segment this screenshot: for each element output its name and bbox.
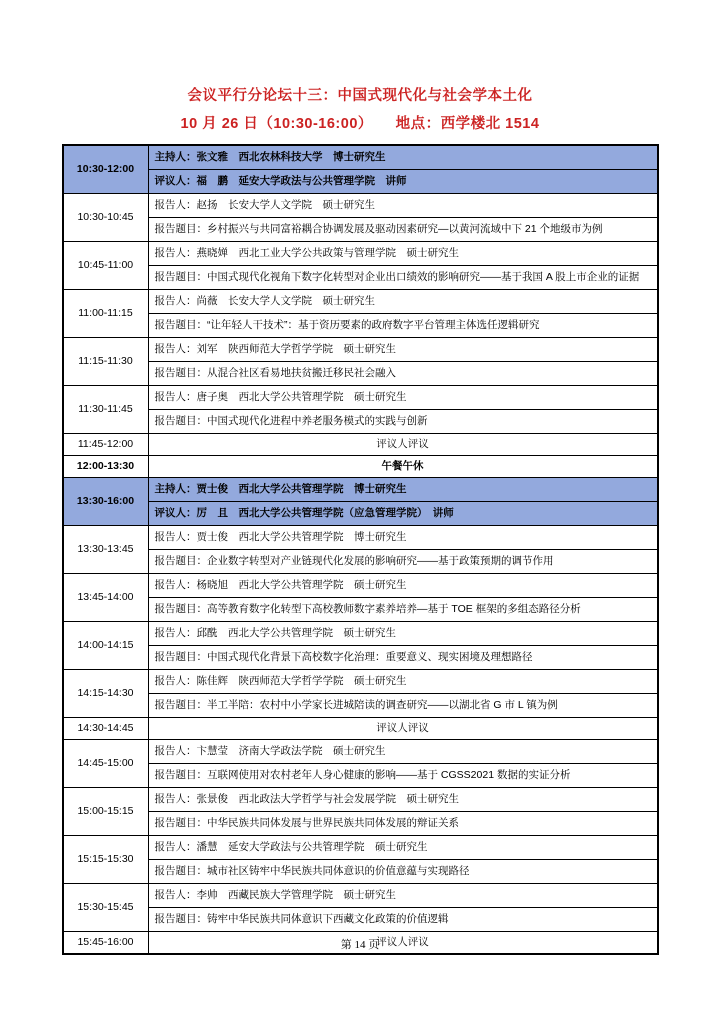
talk-speaker-line: 报告人：杨晓旭 西北大学公共管理学院 硕士研究生 — [148, 574, 658, 598]
talk-row — [63, 860, 658, 884]
talk-row — [63, 884, 658, 908]
talk-time-cell: 11:15-11:30 — [63, 338, 149, 386]
talk-speaker-line: 报告人：邱酰 西北大学公共管理学院 硕士研究生 — [148, 622, 658, 646]
session-reviewer-line: 评议人：福 鹏 延安大学政法与公共管理学院 讲师 — [148, 170, 658, 194]
talk-speaker-line: 报告人：燕晓婵 西北工业大学公共政策与管理学院 硕士研究生 — [148, 242, 658, 266]
talk-row — [63, 242, 658, 266]
page-subtitle: 10 月 26 日（10:30-16:00） 地点：西学楼北 1514 — [180, 116, 540, 132]
talk-speaker-line: 报告人：张景俊 西北政法大学哲学与社会发展学院 硕士研究生 — [148, 788, 658, 812]
single-time-cell: 14:30-14:45 — [63, 718, 149, 740]
talk-title-line: 报告题目：“让年轻人干技术”：基于资历要素的政府数字平台管理主体选任逻辑研究 — [148, 314, 658, 338]
session-header-row — [63, 502, 658, 526]
talk-title-line: 报告题目：从混合社区看易地扶贫搬迁移民社会融入 — [148, 362, 658, 386]
talk-title-line: 报告题目：中国式现代化背景下高校数字化治理：重要意义、现实困境及理想路径 — [148, 646, 658, 670]
review-label: 评议人评议 — [148, 718, 658, 740]
talk-row — [63, 740, 658, 764]
page-title: 会议平行分论坛十三：中国式现代化与社会学本土化 — [187, 88, 533, 104]
session-time-cell: 10:30-12:00 — [63, 145, 149, 194]
talk-speaker-line: 报告人：赵扬 长安大学人文学院 硕士研究生 — [148, 194, 658, 218]
talk-row — [63, 386, 658, 410]
talk-title-line: 报告题目：半工半陪：农村中小学家长进城陪读的调查研究——以湖北省 G 市 L 镇为例 — [148, 694, 658, 718]
talk-row — [63, 526, 658, 550]
talk-time-cell: 10:30-10:45 — [63, 194, 149, 242]
talk-time-cell: 10:45-11:00 — [63, 242, 149, 290]
talk-time-cell: 15:15-15:30 — [63, 836, 149, 884]
schedule-table-body — [63, 145, 658, 954]
talk-title-line: 报告题目：乡村振兴与共同富裕耦合协调发展及驱动因素研究—以黄河流域中下 21 个地级市为例 — [148, 218, 658, 242]
talk-title-line: 报告题目：中华民族共同体发展与世界民族共同体发展的辩证关系 — [148, 812, 658, 836]
talk-row — [63, 622, 658, 646]
talk-row — [63, 550, 658, 574]
talk-time-cell: 14:15-14:30 — [63, 670, 149, 718]
single-time-cell: 11:45-12:00 — [63, 434, 149, 456]
talk-speaker-line: 报告人：卞慧莹 济南大学政法学院 硕士研究生 — [148, 740, 658, 764]
talk-row — [63, 410, 658, 434]
talk-time-cell: 11:00-11:15 — [63, 290, 149, 338]
talk-speaker-line: 报告人：尚薇 长安大学人文学院 硕士研究生 — [148, 290, 658, 314]
talk-time-cell: 15:00-15:15 — [63, 788, 149, 836]
talk-title-line: 报告题目：中国式现代化进程中养老服务模式的实践与创新 — [148, 410, 658, 434]
single-time-cell: 15:45-16:00 — [63, 932, 149, 955]
lunch-break-label: 午餐午休 — [148, 456, 658, 478]
talk-title-line: 报告题目：铸牢中华民族共同体意识下西藏文化政策的价值逻辑 — [148, 908, 658, 932]
talk-time-cell: 15:30-15:45 — [63, 884, 149, 932]
talk-row — [63, 694, 658, 718]
talk-row — [63, 764, 658, 788]
talk-speaker-line: 报告人：潘慧 延安大学政法与公共管理学院 硕士研究生 — [148, 836, 658, 860]
review-label: 评议人评议 — [148, 434, 658, 456]
talk-row — [63, 218, 658, 242]
talk-row — [63, 574, 658, 598]
review-row — [63, 434, 658, 456]
talk-title-line: 报告题目：高等教育数字化转型下高校教师数字素养培养—基于 TOE 框架的多组态路径分析 — [148, 598, 658, 622]
talk-row — [63, 908, 658, 932]
session-header-row — [63, 145, 658, 170]
talk-row — [63, 266, 658, 290]
talk-row — [63, 836, 658, 860]
review-label: 评议人评议 — [148, 932, 658, 955]
talk-title-line: 报告题目：城市社区铸牢中华民族共同体意识的价值意蕴与实现路径 — [148, 860, 658, 884]
session-header-row — [63, 170, 658, 194]
talk-time-cell: 13:45-14:00 — [63, 574, 149, 622]
talk-row — [63, 812, 658, 836]
session-reviewer-line: 评议人：厉 且 西北大学公共管理学院（应急管理学院） 讲师 — [148, 502, 658, 526]
talk-row — [63, 338, 658, 362]
talk-row — [63, 670, 658, 694]
talk-time-cell: 14:00-14:15 — [63, 622, 149, 670]
page-number: 第 14 页 — [340, 939, 380, 951]
talk-speaker-line: 报告人：唐子奥 西北大学公共管理学院 硕士研究生 — [148, 386, 658, 410]
talk-speaker-line: 报告人：贾士俊 西北大学公共管理学院 博士研究生 — [148, 526, 658, 550]
single-time-cell: 12:00-13:30 — [63, 456, 149, 478]
talk-row — [63, 290, 658, 314]
lunch-break-row — [63, 456, 658, 478]
session-header-row — [63, 478, 658, 502]
session-host-line: 主持人：张文雅 西北农林科技大学 博士研究生 — [148, 145, 658, 170]
talk-title-line: 报告题目：企业数字转型对产业链现代化发展的影响研究——基于政策预期的调节作用 — [148, 550, 658, 574]
talk-time-cell: 11:30-11:45 — [63, 386, 149, 434]
talk-row — [63, 314, 658, 338]
talk-row — [63, 598, 658, 622]
talk-speaker-line: 报告人：刘军 陕西师范大学哲学学院 硕士研究生 — [148, 338, 658, 362]
schedule-table — [62, 144, 659, 955]
talk-time-cell: 13:30-13:45 — [63, 526, 149, 574]
talk-title-line: 报告题目：互联网使用对农村老年人身心健康的影响——基于 CGSS2021 数据的实证分析 — [148, 764, 658, 788]
session-host-line: 主持人：贾士俊 西北大学公共管理学院 博士研究生 — [148, 478, 658, 502]
talk-speaker-line: 报告人：李帅 西藏民族大学管理学院 硕士研究生 — [148, 884, 658, 908]
review-row — [63, 718, 658, 740]
session-time-cell: 13:30-16:00 — [63, 478, 149, 526]
talk-time-cell: 14:45-15:00 — [63, 740, 149, 788]
talk-row — [63, 194, 658, 218]
talk-title-line: 报告题目：中国式现代化视角下数字化转型对企业出口绩效的影响研究——基于我国 A 股上市企业的证据 — [148, 266, 658, 290]
talk-row — [63, 646, 658, 670]
talk-row — [63, 788, 658, 812]
talk-row — [63, 362, 658, 386]
talk-speaker-line: 报告人：陈佳辉 陕西师范大学哲学学院 硕士研究生 — [148, 670, 658, 694]
